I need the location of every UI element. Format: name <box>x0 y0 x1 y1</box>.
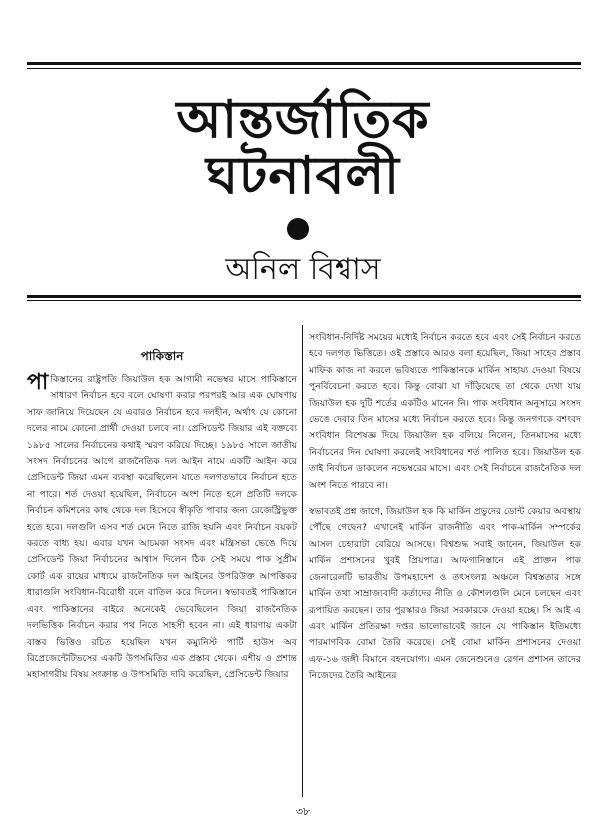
section-heading: পাকিস্তান <box>140 349 184 363</box>
right-paragraph-2: স্বভাবতই প্রশ্ন জাগে, জিয়াউল হক কি মার্কিন প্রভুদের ডোন্ট কেয়ার অবস্থায় পৌঁছে গেছেন? এখানেই মার্কিন রাজনীতি এবং পাক-মার্কিন সম্পর্কের আসল চেহারাটা বেরিয়ে আসছে। বিশ্বশুদ্ধ সবাই জানেন, জিয়াউল হক মার্কিন প্রশাসনের খুবই প্রিয়পাত্র। আফগানিস্তানে এই প্রাক্তন পাক জেনারেলটি ভারতীয় উপমহাদেশ ও তৎসংলগ্ন অঞ্চলে বিশ্বস্ততার সঙ্গে মার্কিন তথা সাম্রাজ্যবাদী কর্তাদের নীতি ও কৌশলগুলি মেনে চলছেন এবং রূপায়িত করছেন। তার পুরস্কারও জিয়া সরকারকে দেওয়া হচ্ছে। সি আই এ এবং মার্কিন প্রতিরক্ষা দপ্তর ভালোভাবেই জানে যে পাকিস্তান ইতিমধ্যে পারমাণবিক বোমা তৈরি করেছে। সেই বোমা মার্কিন প্রশাসনের দেওয়া এফ-১৬ জঙ্গী বিমানে বহনযোগ্য। এমন জেনেশুনেও রেগন প্রশাসন তাদের নিজেদের তৈরি আইনের <box>309 506 581 682</box>
right-column <box>309 330 581 685</box>
author-rule-thin <box>27 300 581 301</box>
top-rule-thin <box>27 68 581 69</box>
author-rule-thick <box>27 295 581 298</box>
page-title-line1: আন্তর্জাতিক <box>176 90 430 150</box>
page-title-line2: ঘটনাবলী <box>205 146 401 206</box>
left-paragraph <box>27 372 297 684</box>
top-rule-thick <box>27 62 581 65</box>
page-number: ৩৮ <box>295 805 311 818</box>
bullet-dot <box>287 218 309 240</box>
left-column <box>27 372 297 684</box>
paragraph-gap <box>309 494 581 504</box>
column-divider <box>302 325 303 797</box>
dropcap: পা <box>27 370 49 395</box>
left-paragraph-text: কিস্তানের রাষ্ট্রপতি জিয়াউল হক আগামী নভেম্বর মাসে পাকিস্তানে সাধারণ নির্বাচন হবে বলে ঘোষণা করার পরপরই আর এক ঘোষণায় সাফ জানিয়ে দিয়েছেন যে এবারও নির্বাচন হবে দলহীন, অর্থাৎ যে কোনো দলের নামে কোনো প্রার্থী দেওয়া চলবে না। প্রেসিডেন্ট জিয়ার এই বক্তব্যে ১৯৮৫ সালের নির্বাচনের কথাই স্মরণ করিয়ে দিচ্ছে। ১৯৮৫ সালে জাতীয় সংসদ নির্বাচনের আগে রাজনৈতিক দল আইন নামে একটি আইন করে প্রেসিডেন্ট জিয়া এমন ব্যবস্থা করেছিলেন যাতে দলগতভাবে নির্বাচন হতে না পারে। শর্ত দেওয়া হয়েছিল, নির্বাচনে অংশ নিতে হলে প্রতিটি দলকে নির্বাচন কমিশনের কাছ থেকে দল হিসেবে স্বীকৃতি পাবার জন্য রেজেস্ট্রিভুক্ত হতে হবে। দলগুলি এসব শর্ত মেনে নিতে রাজি হয়নি এবং নির্বাচন বয়কট করতে বাধ্য হয়। এবার যখন আচমকা সংসদ এবং মন্ত্রিসভা ভেঙে দিয়ে প্রেসিডেন্ট জিয়া নির্বাচনের আশ্বাস দিলেন ঠিক সেই সময়ে পাক সুপ্রীম কোর্ট এক রায়ের মাধ্যমে রাজনৈতিক দল আইনের উপরিউক্ত আপত্তিকর ধারাগুলি সংবিধান-বিরোধী বলে বাতিল করে দিলেন। স্বভাবতই পাকিস্তানে এবং পাকিস্তানের বাইরে অনেকেই ভেবেছিলেন জিয়া রাজনৈতিক দলভিত্তিক নির্বাচন করার পথ নিতে সাহসী হবেন না। এই ধারণায় একটা বাস্তব ভিত্তিও রচিত হয়েছিল যখন কম্যুনিস্ট পার্টি হাউস অব রিপ্রেজেন্টেটিভসের একটি উপসমিতির এক প্রস্তাব থেকে। এশীয় ও প্রশান্ত মহাসাগরীয় বিষয় সংক্রান্ত ও উপসমিতি দাবি করেছিল, প্রেসিডেন্ট জিয়ার <box>27 374 297 681</box>
right-paragraph-1: সংবিধান-নির্দিষ্ট সময়ের মধ্যেই নির্বাচন করতে হবে এবং সেই নির্বাচন করতে হবে দলগত ভিত্তিতে। ওই প্রস্তাবে আরও বলা হয়েছিল, জিয়া সাহেব প্রস্তাব মাফিক কাজ না করলে ভবিষ্যতে পাকিস্তানকে মার্কিন সাহায্য দেওয়া বিষয়ে পুনর্বিবেচনা করতে হবে। কিন্তু বোঝা যা দাঁড়িয়েছে তা থেকে দেখা যায় জিয়াউল হক দুটি শর্তের একটিও মানেন নি। পাক সংবিধান অনুসারে সংসদ ভেঙে দেবার তিন মাসের মধ্যে নির্বাচন করতে হবে। কিন্তু জনগণকে বশংবদ সংবিধান বিশেষজ্ঞ দিয়ে জিয়াউল হক বলিয়ে নিলেন, তিনমাসের মধ্যে নির্বাচনের দিন ঘোষণা করলেই সংবিধানের শর্ত পালিত হবে। জিয়াউল হক তাই নির্বাচন ডাকলেন নভেম্বরের মাসে। এবং সেই নির্বাচনে রাজনৈতিক দল অংশ নিতে পারবে না। <box>309 332 581 491</box>
author-name: অনিল বিশ্বাস <box>225 252 381 287</box>
